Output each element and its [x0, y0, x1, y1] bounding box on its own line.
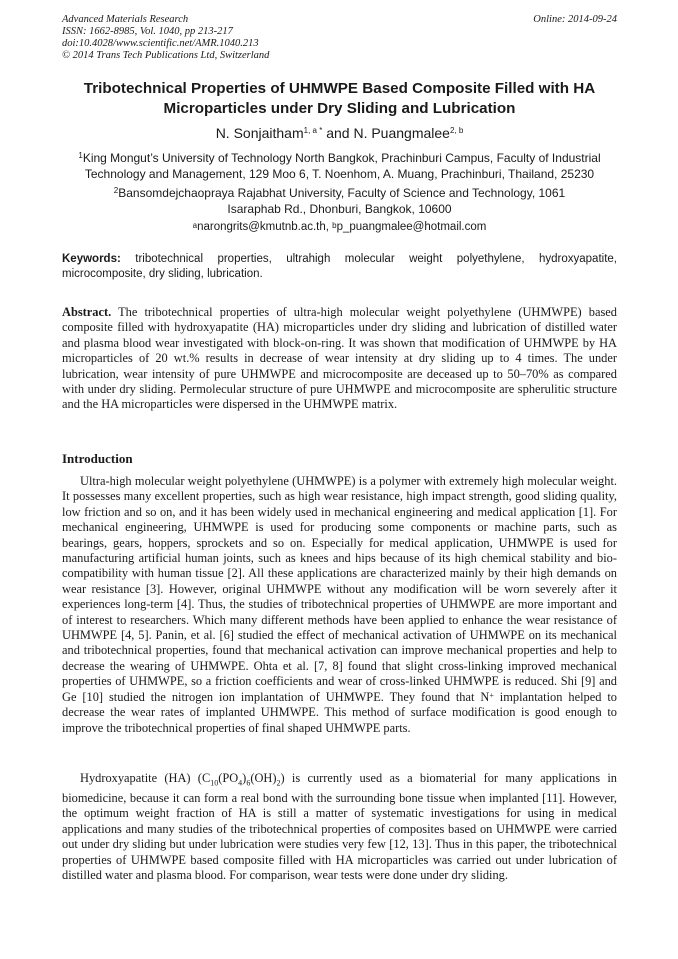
intro-paragraph-1 — [62, 474, 617, 736]
affiliation-1 — [62, 150, 617, 182]
journal-header — [62, 14, 617, 62]
abstract-text: The tribotechnical properties of ultra-high molecular weight polyethylene (UHMWPE) based composite filled with hydroxyapatite (HA) microparticles under dry sliding and lubrication of distilled water and plasma blood wear investigated with block-on-ring. It was shown that modification of UHMWPE by HA microparticles of 20 wt.% results in decrease of wear intensity at dry sliding up to 4 times. The under lubrication, wear intensity of pure UHMWPE and microcomposite are deceased up to 50–70% as compared with under dry sliding. Permolecular structure of pure UHMWPE and microcomposite are spherulitic structure and the HA microparticles were dispersed in the UHMWPE matrix. — [62, 305, 617, 412]
affiliation-2-line-1: Bansomdejchaopraya Rajabhat University, Faculty of Science and Technology, 1061 — [118, 186, 566, 200]
keywords-text: tribotechnical properties, ultrahigh molecular weight polyethylene, hydroxyapatite, microcomposite, dry sliding, lubrication. — [62, 253, 617, 280]
intro-p2-part-e: ) is currently used as a biomaterial for many applications in biomedicine, because it can form a real bond with the surrounding bone tissue when implanted [11]. However, the optimum weight fraction of HA is still a matter of systematic investigations for using in medical applications and many studies of the tribotechnical properties of composites based on UHMWPE were carried out under dry sliding but under lubrication were studies very few [12, 13]. Thus in this paper, the tribotechnical properties of UHMWPE based composite filled with HA microparticles was carried out under lubrication of distilled water and plasma blood. For comparison, wear tests were done under dry sliding. — [62, 771, 617, 882]
doi-line: doi:10.4028/www.scientific.net/AMR.1040.213 — [62, 38, 259, 49]
intro-p2-part-a: Hydroxyapatite (HA) (C — [80, 771, 211, 785]
affiliation-1-line-2: Technology and Management, 129 Moo 6, T. Noenhom, A. Muang, Prachinburi, Thailand, 25230 — [84, 167, 595, 181]
author-1: N. Sonjaitham — [215, 125, 304, 141]
formula-sub-2: 2 — [276, 778, 281, 788]
intro-p2-part-d: (OH) — [250, 771, 277, 785]
email-b: p_puangmalee@hotmail.com — [336, 221, 487, 233]
title-line-2: Microparticles under Dry Sliding and Lubrication — [163, 100, 516, 117]
journal-name: Advanced Materials Research — [62, 14, 189, 25]
email-a-mark: a — [192, 221, 198, 230]
affiliation-2-line-2: Isaraphab Rd., Dhonburi, Bangkok, 10600 — [227, 202, 452, 216]
abstract-label: Abstract. — [62, 305, 112, 319]
affiliation-2 — [62, 185, 617, 217]
paper-title — [62, 79, 617, 119]
affiliation-2-mark: 2 — [113, 186, 119, 195]
keywords — [62, 252, 617, 282]
intro-p2-part-c: ) — [242, 771, 247, 785]
intro-p2-part-b: (PO — [218, 771, 239, 785]
abstract — [62, 305, 617, 413]
intro-p1-part-a: Ultra-high molecular weight polyethylene (UHMWPE) is a polymer with extremely high molecular weight. It possesses many excellent properties, such as high wear resistance, high impact strength, good sliding quality, low friction and so on, and it has been widely used in mechanical engineering and medical application [1]. For mechanical engineering, UHMWPE is used for producing some components or machine parts, such as bearings, gears, hoppers, sprockets and so on. Especially for medical application, UHMWPE is used for manufacturing artificial human joints, such as knees and hips because of its high chemical stability and bio-compatibility with human tissue [2]. All these applications are characterized mainly by their high demands on wear resistance [3]. However, original UHMWPE without any modification will be worn severely after it experiences long-term [4]. Thus, the studies of tribotechnical properties of UHMWPE are more important and of interest to researchers. Which many different methods have been applied to enhance the wear resistance of UHMWPE [4, 5]. Panin, et al. [6] studied the effect of mechanical activation of UHMWPE on its mechanical and tribotechnical properties, found that mechanical activation can improve mechanical properties and help to decrease the wearing of UHMWPE. Ohta et al. [7, 8] found that slight cross-linking improved mechanical properties of UHMWPE, so a friction coefficients and wear of cross-linked UHMWPE is reduced. Shi [9] and Ge [10] studied the nitrogen ion implantation of UHMWPE. They found that N — [62, 474, 617, 704]
title-line-1: Tribotechnical Properties of UHMWPE Based Composite Filled with HA — [83, 80, 596, 97]
intro-p1-superscript: + — [489, 690, 494, 700]
section-heading-introduction: Introduction — [62, 451, 133, 466]
email-a: narongrits@kmutnb.ac.th, — [197, 221, 333, 233]
affiliation-1-line-1: King Mongut’s University of Technology North Bangkok, Prachinburi Campus, Faculty of Industrial — [82, 151, 601, 165]
author-list — [62, 124, 617, 142]
formula-sub-10: 10 — [210, 778, 219, 788]
intro-p1-part-b: implantation helped to decrease the wear rates of implanted UHMWPE. This method of surface modification is good enough to improve the tribotechnical properties of final shaped UHMWPE parts. — [62, 689, 618, 735]
email-b-mark: b — [332, 221, 337, 230]
author-1-marks: 1, a * — [303, 126, 323, 135]
keywords-label: Keywords: — [62, 253, 121, 265]
issn-line: ISSN: 1662-8985, Vol. 1040, pp 213-217 — [62, 26, 233, 37]
formula-sub-4: 4 — [238, 778, 243, 788]
author-2: N. Puangmalee — [353, 125, 450, 141]
online-date: Online: 2014-09-24 — [533, 14, 617, 25]
formula-sub-6: 6 — [246, 778, 251, 788]
author-emails — [62, 220, 617, 235]
copyright-line: © 2014 Trans Tech Publications Ltd, Switzerland — [62, 50, 270, 61]
author-2-marks: 2, b — [449, 126, 464, 135]
author-conjunction: and — [322, 125, 354, 141]
intro-paragraph-2 — [62, 771, 617, 883]
affiliation-1-mark: 1 — [78, 151, 83, 160]
